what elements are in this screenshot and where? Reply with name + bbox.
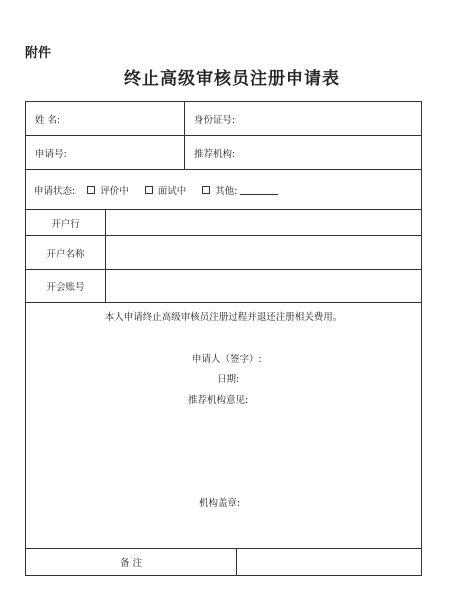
applicant-signature-label[interactable]: 申请人（签字）: xyxy=(192,354,262,365)
org-opinion-label[interactable]: 推荐机构意见: xyxy=(188,395,249,406)
statement-text: 本人申请终止高级审核员注册过程并退还注册相关费用。 xyxy=(104,312,343,323)
checkbox-evaluating[interactable] xyxy=(87,186,95,194)
name-cell[interactable] xyxy=(26,102,185,135)
status-option-other[interactable] xyxy=(202,183,278,197)
row-bank xyxy=(26,210,421,236)
status-option-evaluating-label: 评价中 xyxy=(100,185,129,197)
status-option-interviewing-label: 面试中 xyxy=(157,185,187,197)
form-title: 终止高级审核员注册申请表 xyxy=(124,69,340,89)
row-remarks xyxy=(26,549,421,575)
status-options xyxy=(26,170,421,209)
status-option-interviewing[interactable] xyxy=(145,183,187,197)
date-label[interactable]: 日期: xyxy=(217,374,240,385)
row-account-name xyxy=(26,236,421,270)
remarks-label: 备 注 xyxy=(119,558,143,569)
id-number-label: 身份证号: xyxy=(194,114,236,126)
org-seal-label[interactable]: 机构盖章: xyxy=(199,498,241,509)
row-name-id xyxy=(26,102,421,136)
status-option-other-label: 其他: xyxy=(215,185,238,197)
account-name-label: 开户名称 xyxy=(46,248,85,260)
account-name-value-cell[interactable] xyxy=(106,236,423,269)
account-number-label: 开会账号 xyxy=(46,282,85,293)
bank-label: 开户行 xyxy=(51,218,80,230)
bank-label-cell xyxy=(26,210,106,235)
checkbox-other[interactable] xyxy=(202,186,210,194)
row-account-number xyxy=(26,270,421,303)
recommend-org-cell[interactable] xyxy=(185,136,423,169)
status-option-evaluating[interactable] xyxy=(87,183,129,197)
checkbox-interviewing[interactable] xyxy=(145,186,153,194)
attachment-label: 附件 xyxy=(25,46,52,61)
remarks-label-cell xyxy=(26,549,237,575)
row-application-org xyxy=(26,136,421,170)
account-number-value-cell[interactable] xyxy=(106,270,423,302)
name-label: 姓 名: xyxy=(35,114,61,126)
account-name-label-cell xyxy=(26,236,106,269)
application-number-cell[interactable] xyxy=(26,136,185,169)
row-statement xyxy=(26,303,421,549)
id-number-cell[interactable] xyxy=(185,102,423,135)
bank-value-cell[interactable] xyxy=(106,210,423,235)
account-number-label-cell xyxy=(26,270,106,302)
other-blank-line[interactable] xyxy=(240,185,278,195)
recommend-org-label: 推荐机构: xyxy=(194,148,236,160)
application-form xyxy=(25,101,422,576)
remarks-value-cell[interactable] xyxy=(237,549,423,575)
application-number-label: 申请号: xyxy=(35,148,67,160)
status-label: 申请状态: xyxy=(34,185,76,197)
row-status xyxy=(26,170,421,210)
